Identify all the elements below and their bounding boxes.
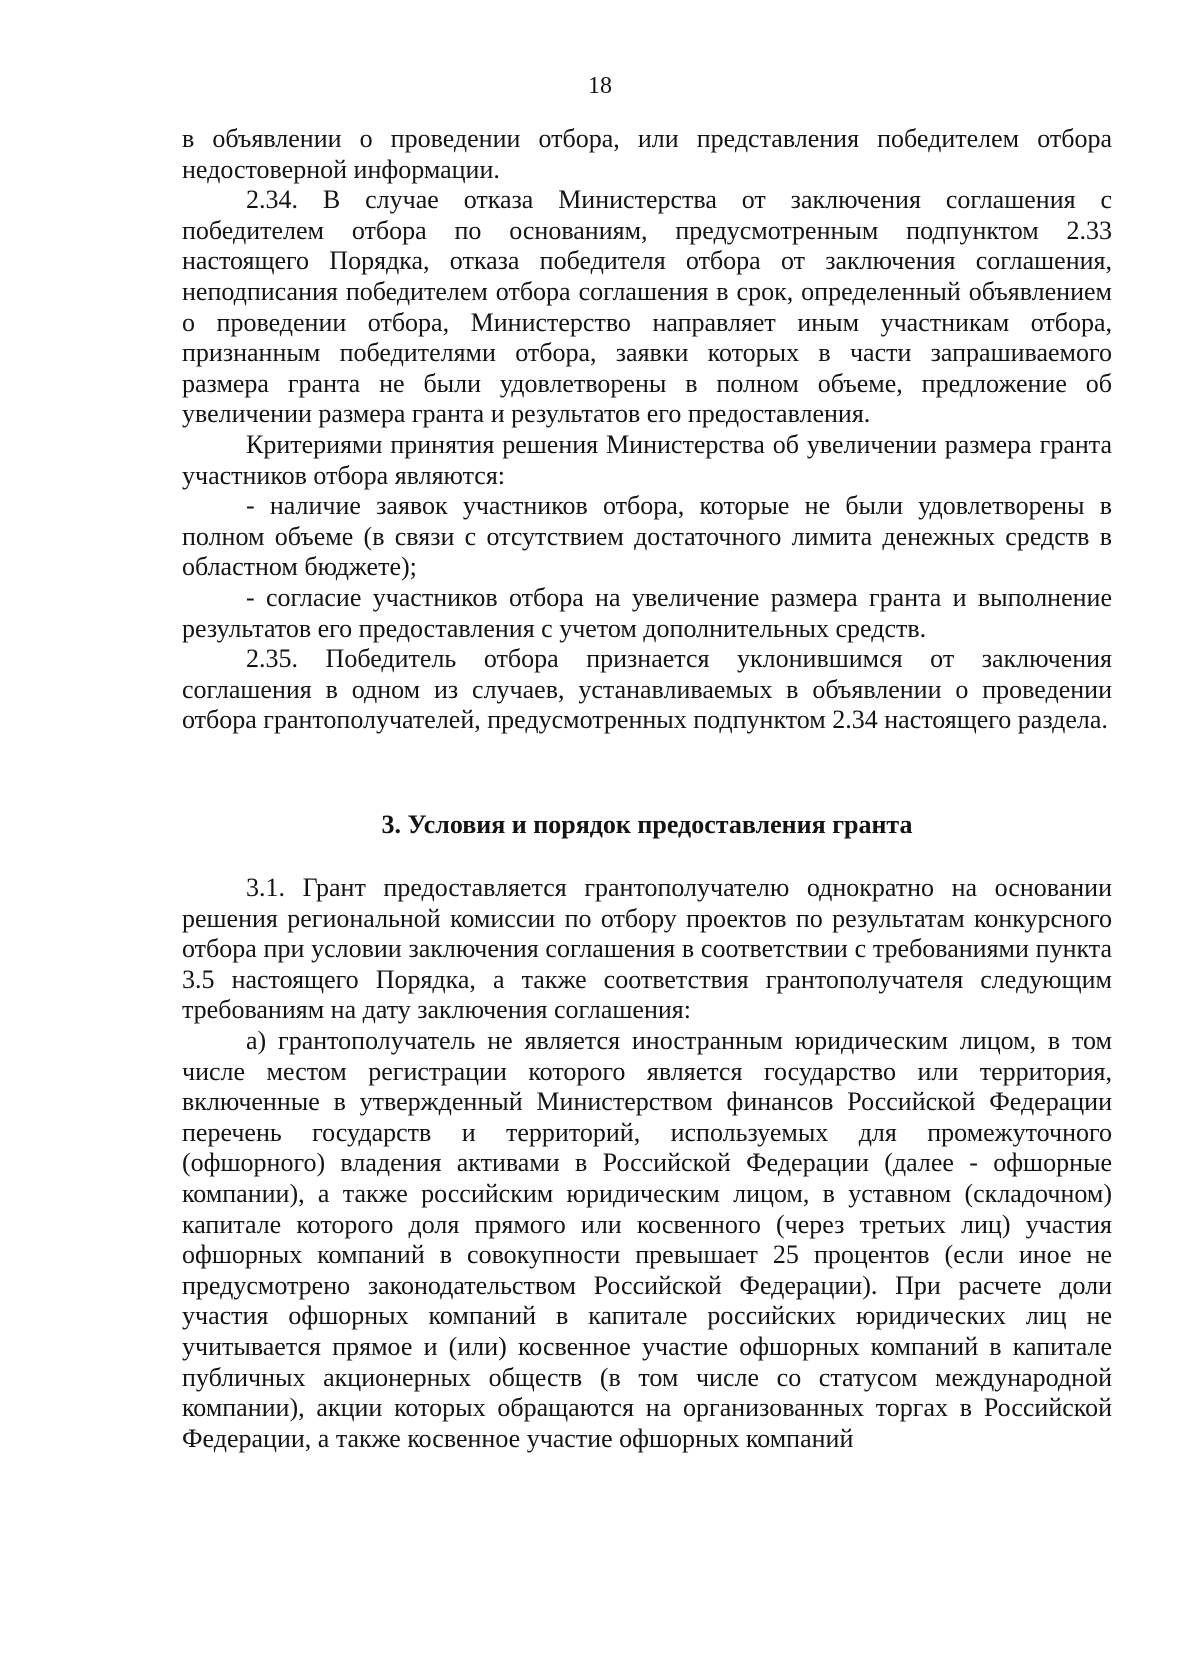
paragraph-3-1: 3.1. Грант предоставляется грантополучателю однократно на основании решения региональной комиссии по отбору проектов по результатам конкурсного отбора при условии заключения соглашения в соответствии с требованиями пункта 3.5 настоящего Порядка, а также соответствия грантополучателя следующим требованиям на дату заключения соглашения: xyxy=(182,873,1112,1025)
paragraph-criteria: Критериями принятия решения Министерства об увеличении размера гранта участников отбора являются: xyxy=(182,429,1112,490)
paragraph-continuation: в объявлении о проведении отбора, или представления победителем отбора недостоверной информации. xyxy=(182,124,1112,184)
paragraph-2-35: 2.35. Победитель отбора признается уклонившимся от заключения соглашения в одном из случаев, устанавливаемых в объявлении о проведении отбора грантополучателей, предусмотренных подпунктом 2.34 настоящего раздела. xyxy=(182,644,1112,735)
paragraph-3-1-a: а) грантополучатель не является иностранным юридическим лицом, в том числе местом регистрации которого является государство или территория, включенные в утвержденный Министерством финансов Российской Федерации перечень государств и территорий, используемых для промежуточного (офшорного) владения активами в Российской Федерации (далее - офшорные компании), а также российским юридическим лицом, в уставном (складочном) капитале которого доля прямого или косвенного (через третьих лиц) участия офшорных компаний в совокупности превышает 25 процентов (если иное не предусмотрено законодательством Российской Федерации). При расчете доли участия офшорных компаний в капитале российских юридических лиц не учитывается прямое и (или) косвенное участие офшорных компаний в капитале публичных акционерных обществ (в том числе со статусом международной компании), акции которых обращаются на организованных торгах в Российской Федерации, а также косвенное участие офшорных компаний xyxy=(182,1025,1112,1453)
document-body-top xyxy=(182,124,1112,736)
document-body-bottom xyxy=(182,873,1112,1454)
paragraph-criterion-2: - согласие участников отбора на увеличение размера гранта и выполнение результатов его предоставления с учетом дополнительных средств. xyxy=(182,582,1112,643)
paragraph-2-34: 2.34. В случае отказа Министерства от заключения соглашения с победителем отбора по основаниям, предусмотренным подпунктом 2.33 настоящего Порядка, отказа победителя отбора от заключения соглашения, неподписания победителем отбора соглашения в срок, определенный объявлением о проведении отбора, Министерство направляет иным участникам отбора, признанным победителями отбора, заявки которых в части запрашиваемого размера гранта не были удовлетворены в полном объеме, предложение об увеличении размера гранта и результатов его предоставления. xyxy=(182,185,1112,429)
paragraph-criterion-1: - наличие заявок участников отбора, которые не были удовлетворены в полном объеме (в связи с отсутствием достаточного лимита денежных средств в областном бюджете); xyxy=(182,491,1112,582)
page-number: 18 xyxy=(588,73,612,99)
section-heading: 3. Условия и порядок предоставления гранта xyxy=(381,810,913,839)
